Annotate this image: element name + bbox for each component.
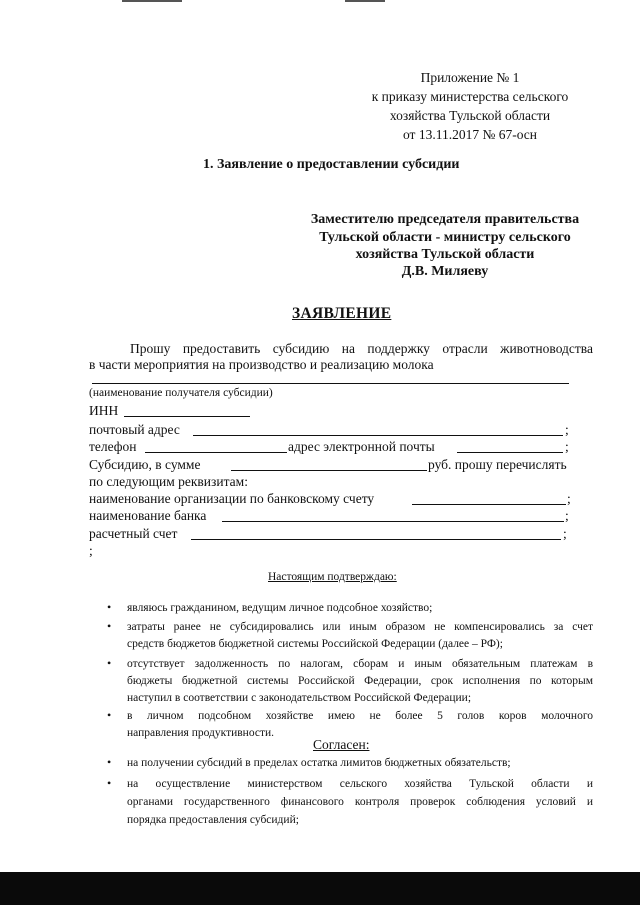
bullet-icon: •	[107, 776, 112, 790]
inn-label: ИНН	[89, 403, 119, 418]
bullet-icon: •	[107, 755, 112, 769]
addressee-line-4: Д.В. Миляеву	[401, 264, 489, 279]
email-semicolon: ;	[565, 439, 569, 454]
recipient-caption: (наименование получателя субсидии)	[89, 387, 273, 399]
bank-org-field[interactable]	[412, 493, 566, 505]
bullet-icon: •	[107, 619, 112, 633]
section-heading: 1. Заявление о предоставлении субсидии	[203, 157, 460, 172]
bank-name-field[interactable]	[222, 510, 564, 522]
document-title: ЗАЯВЛЕНИЕ	[292, 305, 392, 322]
confirm-item-2-line-1: затраты ранее не субсидировались или иным образом не компенсировались за счет	[127, 621, 593, 633]
agree-item-2-line-3: порядка предоставления субсидий;	[127, 814, 299, 826]
confirm-heading: Настоящим подтверждаю:	[268, 571, 397, 583]
scan-artifact	[122, 0, 182, 2]
confirm-item-2-line-2: средств бюджетов бюджетной системы Российской Федерации (далее – РФ);	[127, 638, 503, 650]
phone-field[interactable]	[145, 441, 287, 453]
annex-line-4: от 13.11.2017 № 67-осн	[402, 127, 538, 142]
agree-heading: Согласен:	[313, 737, 370, 752]
annex-line-3: хозяйства Тульской области	[389, 108, 551, 123]
bullet-icon: •	[107, 600, 112, 614]
sum-field[interactable]	[231, 459, 427, 471]
addressee-line-2: Тульской области - министру сельского	[319, 230, 571, 245]
annex-line-2: к приказу министерства сельского	[371, 89, 569, 104]
phone-label: телефон	[89, 439, 137, 454]
requisites-label: по следующим реквизитам:	[89, 474, 248, 489]
confirm-item-3-line-1: отсутствует задолженность по налогам, сборам и иным обязательным платежам в	[127, 658, 593, 670]
scan-artifact	[345, 0, 385, 2]
confirm-item-1-line-1: являюсь гражданином, ведущим личное подсобное хозяйство;	[127, 602, 433, 614]
bullet-icon: •	[107, 708, 112, 722]
annex-line-1: Приложение № 1	[420, 70, 520, 85]
bank-org-label: наименование организации по банковскому счету	[89, 491, 375, 506]
account-field[interactable]	[191, 528, 561, 540]
recipient-name-field[interactable]	[92, 372, 569, 384]
account-label: расчетный счет	[89, 526, 178, 541]
postal-address-field[interactable]	[193, 424, 563, 436]
agree-item-2-line-2: органами государственного финансового контроля проверок соблюдения условий и	[127, 796, 593, 808]
account-semicolon: ;	[563, 526, 567, 541]
email-label: адрес электронной почты	[288, 439, 435, 454]
postal-address-label: почтовый адрес	[89, 422, 180, 437]
bank-org-semicolon: ;	[567, 491, 571, 506]
sum-suffix: руб. прошу перечислять	[428, 457, 567, 472]
confirm-item-4-line-1: в личном подсобном хозяйстве имею не более 5 голов коров молочного	[127, 710, 593, 722]
email-field[interactable]	[457, 441, 563, 453]
inn-field[interactable]	[124, 405, 250, 417]
confirm-item-4-line-2: направления продуктивности.	[127, 727, 275, 739]
trailing-semicolon: ;	[89, 543, 93, 558]
intro-line-2: в части мероприятия на производство и реализацию молока	[89, 357, 434, 372]
confirm-item-3-line-3: наступил в соответствии с законодательством Российской Федерации;	[127, 692, 472, 704]
sum-label: Субсидию, в сумме	[89, 457, 201, 472]
bullet-icon: •	[107, 656, 112, 670]
confirm-item-3-line-2: бюджеты бюджетной системы Российской Федерации, срок исполнения по которым	[127, 675, 593, 687]
bank-name-label: наименование банка	[89, 508, 207, 523]
agree-item-2-line-1: на осуществление министерством сельского хозяйства Тульской области и	[127, 778, 593, 790]
agree-item-1-line-1: на получении субсидий в пределах остатка лимитов бюджетных обязательств;	[127, 757, 511, 769]
bank-name-semicolon: ;	[565, 508, 569, 523]
addressee-line-3: хозяйства Тульской области	[355, 247, 535, 262]
intro-line-1: Прошу предоставить субсидию на поддержку отрасли животноводства	[130, 341, 593, 356]
postal-semicolon: ;	[565, 422, 569, 437]
addressee-line-1: Заместителю председателя правительства	[310, 212, 580, 227]
scan-border	[0, 872, 640, 905]
